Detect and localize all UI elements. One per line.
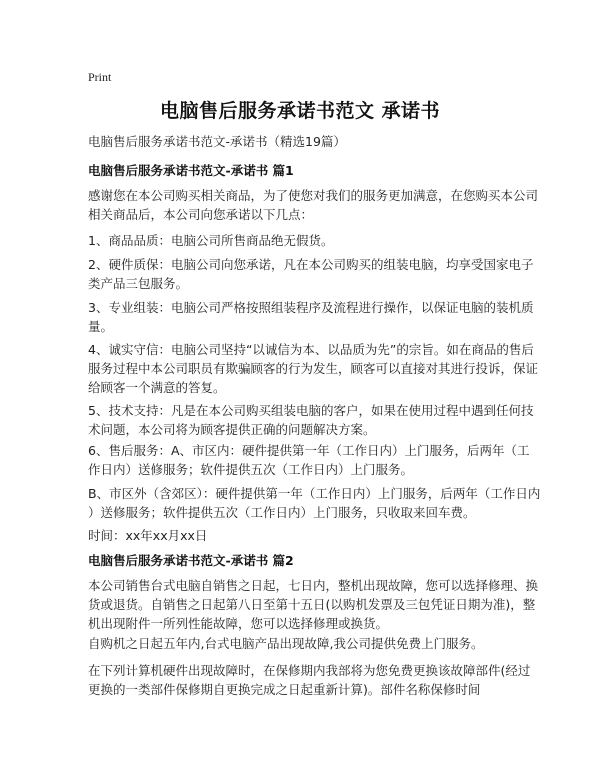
paragraph-item-1: 1、商品品质：电脑公司所售商品绝无假货。 <box>88 233 334 248</box>
paragraph-intro: 感谢您在本公司购买相关商品，为了使您对我们的服务更加满意，在您购买本公司 相关商品后，本公司向您承诺以下几点： <box>88 188 539 222</box>
paragraph-item-7: B、市区外（含郊区）：硬件提供第一年（工作日内）上门服务，后两年（工作日内 ）送修服务；软件提供五次（工作日内）上门服务，只收取来回车费。 <box>88 486 541 520</box>
paragraph-s2-1: 本公司销售台式电脑自销售之日起，七日内，整机出现故障，您可以选择修理、换 货或退货。自销售之日起第八日至第十五日(以购机发票及三包凭证日期为准)，整 机出现附件一所列性能故障，您可以选择修理或换货。 <box>88 578 539 631</box>
section-heading-2: 电脑售后服务承诺书范文-承诺书 篇2 <box>88 553 294 568</box>
paragraph-item-5: 5、技术支持：凡是在本公司购买组装电脑的客户，如果在使用过程中遇到任何技 术问题，本公司将为顾客提供正确的问题解决方案。 <box>88 403 534 437</box>
section-heading-1: 电脑售后服务承诺书范文-承诺书 篇1 <box>88 163 294 178</box>
paragraph-item-6: 6、售后服务：A、市区内：硬件提供第一年（工作日内）上门服务，后两年（工 作日内）送修服务；软件提供五次（工作日内）上门服务。 <box>88 443 530 477</box>
paragraph-item-3: 3、专业组装：电脑公司严格按照组装程序及流程进行操作，以保证电脑的装机质 量。 <box>88 300 534 334</box>
paragraph-item-2: 2、硬件质保：电脑公司向您承诺，凡在本公司购买的组装电脑，均享受国家电子 类产品三包服务。 <box>88 257 534 291</box>
paragraph-item-4: 4、诚实守信：电脑公司坚持“以诚信为本、以品质为先”的宗旨。如在商品的售后 服务过程中本公司职员有欺骗顾客的行为发生，顾客可以直接对其进行投诉，保证 给顾客一个满意的答复。 <box>88 342 539 395</box>
paragraph-s2-3: 在下列计算机硬件出现故障时，在保修期内我部将为您免费更换该故障部件(经过 更换的一类部件保修期自更换完成之日起重新计算)。部件名称保修时间 <box>88 663 531 697</box>
subtitle-text: 电脑售后服务承诺书范文-承诺书（精选19篇） <box>88 134 346 149</box>
paragraph-date: 时间：xx年xx月xx日 <box>88 528 208 543</box>
paragraph-s2-2: 自购机之日起五年内,台式电脑产品出现故障,我公司提供免费上门服务。 <box>88 636 484 651</box>
document-title: 电脑售后服务承诺书范文 承诺书 <box>159 100 441 122</box>
document-subtitle <box>88 132 520 151</box>
print-label[interactable]: Print <box>88 70 112 84</box>
